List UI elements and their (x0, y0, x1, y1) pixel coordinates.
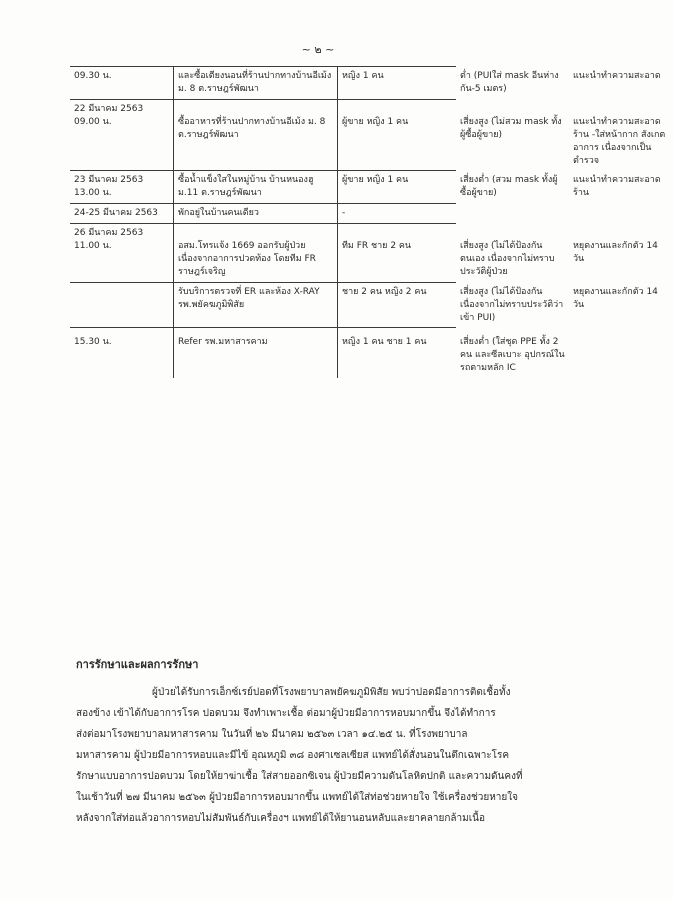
page-number: ~ ๒ ~ (301, 43, 335, 56)
time-cell: 15.30 น. (70, 328, 174, 378)
person-cell: ชาย 2 คน หญิง 2 คน (338, 283, 457, 328)
paragraph-line: ส่งต่อมาโรงพยาบาลมหาสารคาม ในวันที่ ๒๖ มีนาคม ๒๕๖๓ เวลา ๑๔.๒๕ น. ที่โรงพยาบาล (76, 729, 468, 740)
treatment-paragraph (76, 682, 616, 829)
person-cell: ทีม FR ชาย 2 คน (338, 224, 457, 283)
time-cell: 22 มีนาคม 2563 09.00 น. (70, 100, 174, 171)
risk-cell (456, 204, 569, 224)
activity-cell: รับบริการตรวจที่ ER และห้อง X-RAY รพ.พยัคฆภูมิพิสัย (174, 283, 338, 328)
paragraph-line: มหาสารคาม ผู้ป่วยมีอาการหอบและมีไข้ อุณหภูมิ ๓๘ องศาเซลเซียส แพทย์ได้สั่งนอนในตึกเฉพาะโรค (76, 750, 510, 761)
section-title: การรักษาและผลการรักษา (76, 658, 199, 671)
table-row (70, 100, 672, 171)
exposure-timeline-table (70, 66, 673, 378)
table-row (70, 204, 672, 224)
activity-cell: พักอยู่ในบ้านคนเดียว (174, 204, 338, 224)
activity-cell: Refer รพ.มหาสารคาม (174, 328, 338, 378)
person-cell: - (338, 204, 457, 224)
risk-cell: เสี่ยงสูง (ไม่ได้ป้องกัน เนื่องจากไม่ทราบประวัติว่าเข้า PUI) (460, 286, 564, 323)
time-cell (70, 283, 174, 328)
risk-cell: เสี่ยงต่ำ (สวม mask ทั้งผู้ซื้อผู้ขาย) (460, 174, 558, 198)
activity-cell: และซื้อเตียงนอนที่ร้านปากทางบ้านอีเม้ง ม. 8 ต.ราษฎร์พัฒนา (174, 67, 338, 100)
activity-cell: ซื้อน้ำแข็งใสในหมู่บ้าน บ้านหนองฮู ม.11 ต.ราษฎร์พัฒนา (174, 171, 338, 204)
advice-cell: หยุดงานและกักตัว 14 วัน (573, 286, 658, 310)
advice-cell (569, 204, 672, 224)
paragraph-line: หลังจากใส่ท่อแล้วอาการหอบไม่สัมพันธ์กับเครื่องฯ แพทย์ได้ให้ยานอนหลับและยาคลายกล้ามเนื้อ (76, 813, 485, 824)
time-cell: 23 มีนาคม 2563 13.00 น. (70, 171, 174, 204)
paragraph-line: รักษาแบบอาการปอดบวม โดยให้ยาฆ่าเชื้อ ใส่สายออกซิเจน ผู้ป่วยมีความดันโลหิตปกติ และความดันคงที่ (76, 771, 523, 782)
person-cell: หญิง 1 คน (338, 67, 457, 100)
risk-cell: เสี่ยงต่ำ (ใส่ชุด PPE ทั้ง 2 คน และซีลเบาะ อุปกรณ์ในรถตามหลัก IC (460, 336, 565, 373)
table-row (70, 328, 672, 378)
person-cell: ผู้ขาย หญิง 1 คน (338, 100, 457, 171)
advice-cell: แนะนำทำความสะอาดร้าน (573, 174, 661, 198)
table-row (70, 67, 672, 100)
time-cell: 26 มีนาคม 2563 11.00 น. (70, 224, 174, 283)
person-cell: ผู้ขาย หญิง 1 คน (338, 171, 457, 204)
advice-cell: หยุดงานและกักตัว 14 วัน (573, 240, 658, 264)
paragraph-line: สองข้าง เข้าได้กับอาการโรค ปอดบวม จึงทำเพาะเชื้อ ต่อมาผู้ป่วยมีอาการหอบมากขึ้น จึงได้ทำการ (76, 708, 496, 719)
table-row (70, 224, 672, 283)
table-row (70, 283, 672, 328)
table-row (70, 171, 672, 204)
paragraph-line: ในเช้าวันที่ ๒๗ มีนาคม ๒๕๖๓ ผู้ป่วยมีอาการหอบมากขึ้น แพทย์ได้ใส่ท่อช่วยหายใจ ใช้เครื่องช่วยหายใจ (76, 792, 519, 803)
paragraph-line: ผู้ป่วยได้รับการเอ็กซ์เรย์ปอดที่โรงพยาบาลพยัคฆภูมิพิสัย พบว่าปอดมีอาการติดเชื้อทั้ง (152, 687, 511, 698)
person-cell: หญิง 1 คน ชาย 1 คน (338, 328, 457, 378)
risk-cell: เสี่ยงสูง (ไม่สวม mask ทั้งผู้ซื้อผู้ขาย) (460, 116, 562, 140)
advice-cell (569, 328, 672, 378)
risk-cell: เสี่ยงสูง (ไม่ได้ป้องกันตนเอง เนื่องจากไม่ทราบประวัติผู้ป่วย (460, 240, 555, 277)
time-cell: 09.30 น. (70, 67, 174, 100)
activity-cell: ซื้ออาหารที่ร้านปากทางบ้านอีเม้ง ม. 8 ต.ราษฎร์พัฒนา (174, 100, 338, 171)
advice-cell: แนะนำทำความสะอาด (573, 70, 661, 81)
time-cell: 24-25 มีนาคม 2563 (70, 204, 174, 224)
activity-cell: อสม.โทรแจ้ง 1669 ออกรับผู้ป่วย เนื่องจากอาการปวดท้อง โดยทีม FR ราษฎร์เจริญ (174, 224, 338, 283)
risk-cell: ต่ำ (PUIใส่ mask อีนห่างกัน-5 เมตร) (460, 70, 559, 94)
advice-cell: แนะนำทำความสะอาดร้าน -ใส่หน้ากาก สังเกตอาการ เนื่องจากเป็นตำรวจ (573, 116, 666, 166)
